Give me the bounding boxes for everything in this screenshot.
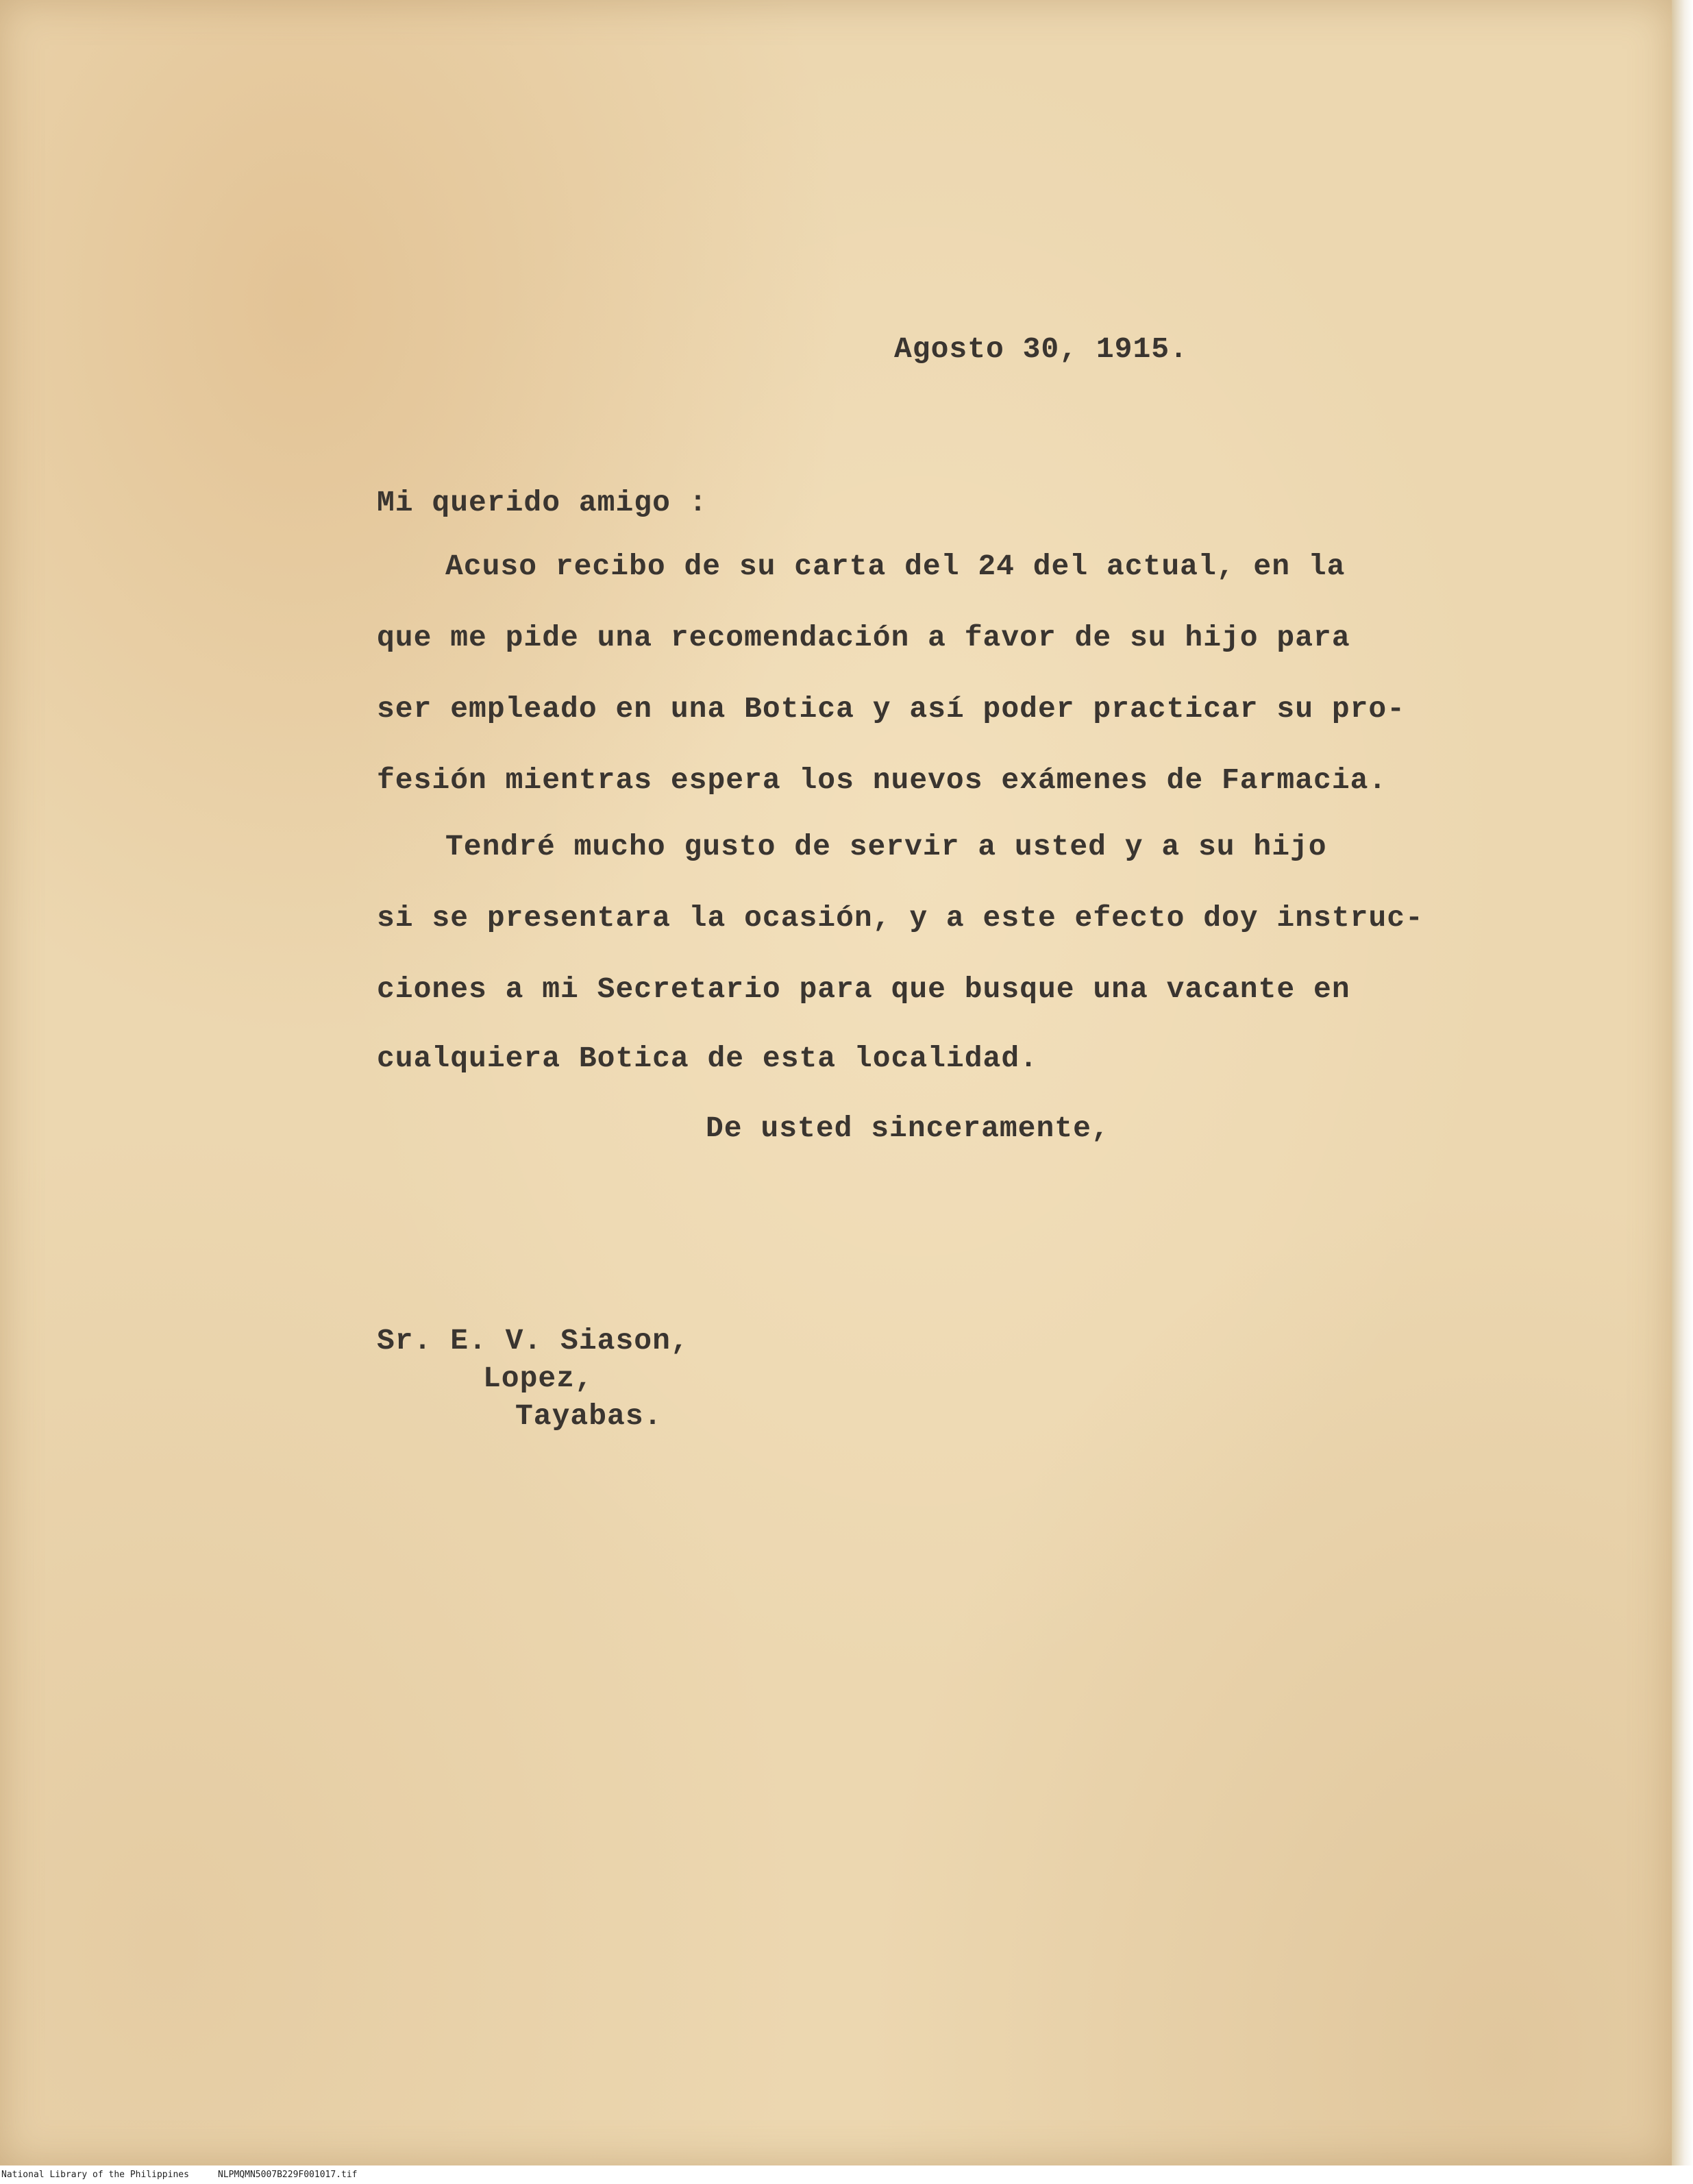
letter-salutation: Mi querido amigo : bbox=[377, 486, 708, 519]
body-line: ciones a mi Secretario para que busque una vacante en bbox=[377, 972, 1350, 1006]
letter-date: Agosto 30, 1915. bbox=[894, 332, 1188, 366]
footer-file-id: NLPMQMN5007B229F001017.tif bbox=[218, 2170, 358, 2180]
letter-closing: De usted sinceramente, bbox=[706, 1112, 1110, 1145]
scan-edge bbox=[1672, 0, 1693, 2165]
body-line: cualquiera Botica de esta localidad. bbox=[377, 1042, 1038, 1075]
address-line: Lopez, bbox=[483, 1362, 593, 1395]
body-line: si se presentara la ocasión, y a este efecto doy instruc- bbox=[377, 901, 1424, 935]
body-line: Tendré mucho gusto de servir a usted y a su hijo bbox=[445, 830, 1327, 863]
address-line: Sr. E. V. Siason, bbox=[377, 1324, 689, 1358]
body-line: Acuso recibo de su carta del 24 del actual, en la bbox=[445, 550, 1346, 583]
address-line: Tayabas. bbox=[515, 1399, 663, 1433]
body-line: fesión mientras espera los nuevos exámenes de Farmacia. bbox=[377, 763, 1387, 797]
body-line: que me pide una recomendación a favor de su hijo para bbox=[377, 621, 1350, 654]
footer-institution: National Library of the Philippines bbox=[1, 2170, 189, 2180]
body-line: ser empleado en una Botica y así poder practicar su pro- bbox=[377, 692, 1406, 726]
